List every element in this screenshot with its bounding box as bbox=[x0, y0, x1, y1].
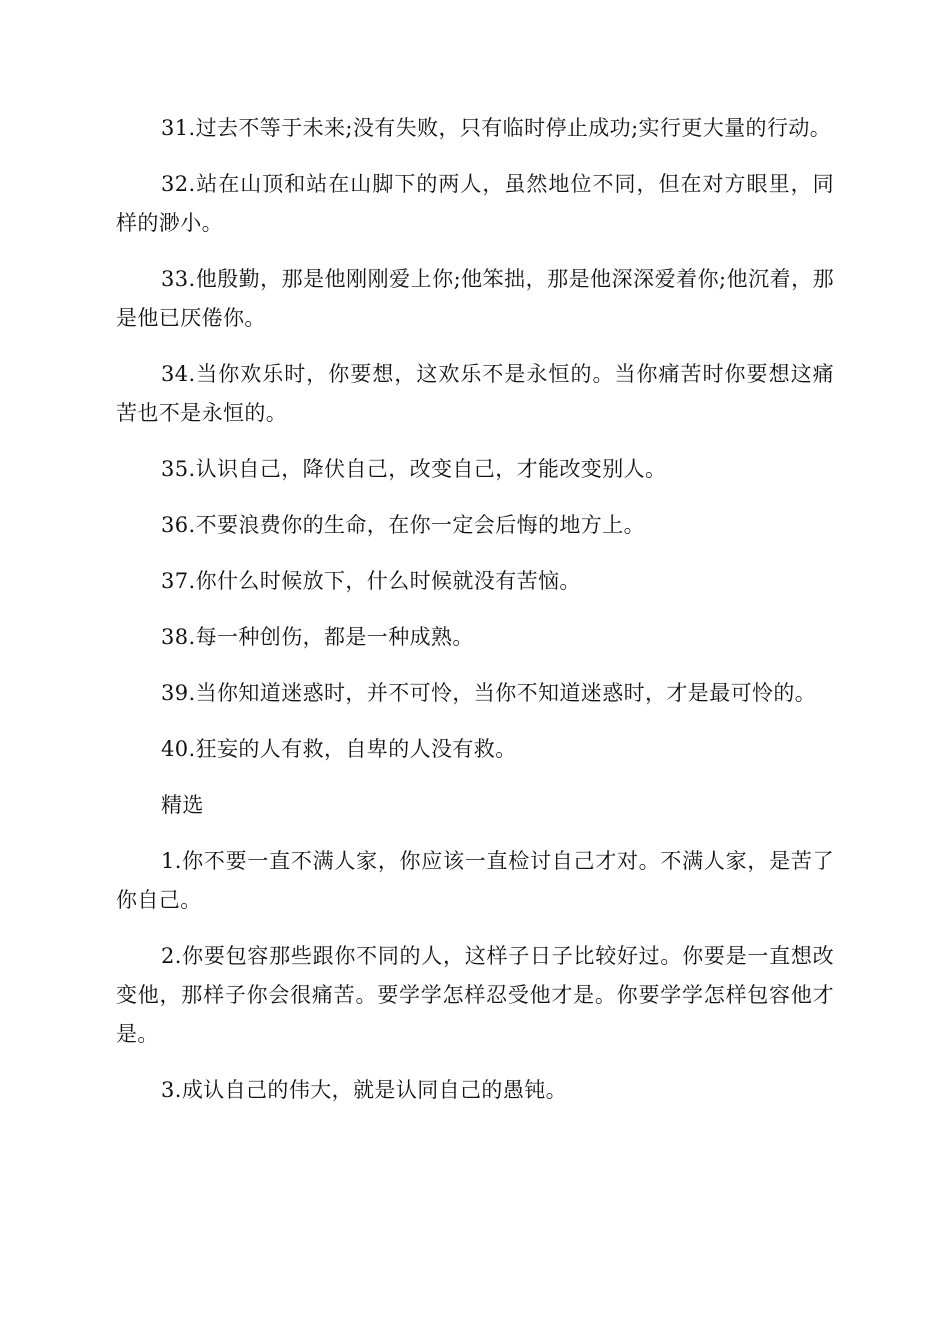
paragraph-31: 31.过去不等于未来;没有失败，只有临时停止成功;实行更大量的行动。 bbox=[161, 116, 832, 140]
paragraph-3: 3.成认自己的伟大，就是认同自己的愚钝。 bbox=[161, 1078, 568, 1102]
paragraph-36: 36.不要浪费你的生命，在你一定会后悔的地方上。 bbox=[161, 513, 645, 537]
paragraph-39: 39.当你知道迷惑时，并不可怜，当你不知道迷惑时，才是最可怜的。 bbox=[161, 681, 817, 705]
paragraph-34: 34.当你欢乐时，你要想，这欢乐不是永恒的。当你痛苦时你要想这痛苦也不是永恒的。 bbox=[116, 362, 834, 425]
paragraph-35: 35.认识自己，降伏自己，改变自己，才能改变别人。 bbox=[161, 457, 667, 481]
paragraph-37: 37.你什么时候放下，什么时候就没有苦恼。 bbox=[161, 569, 581, 593]
document-body bbox=[116, 109, 834, 1127]
paragraph-2: 2.你要包容那些跟你不同的人，这样子日子比较好过。你要是一直想改变他，那样子你会很痛苦。要学学怎样忍受他才是。你要学学怎样包容他才是。 bbox=[116, 944, 834, 1046]
section-heading: 精选 bbox=[161, 793, 204, 817]
paragraph-33: 33.他殷勤，那是他刚刚爱上你;他笨拙，那是他深深爱着你;他沉着，那是他已厌倦你。 bbox=[116, 267, 834, 330]
paragraph-38: 38.每一种创伤，都是一种成熟。 bbox=[161, 625, 474, 649]
paragraph-40: 40.狂妄的人有救，自卑的人没有救。 bbox=[161, 737, 517, 761]
paragraph-1: 1.你不要一直不满人家，你应该一直检讨自己才对。不满人家，是苦了你自己。 bbox=[116, 849, 834, 912]
paragraph-32: 32.站在山顶和站在山脚下的两人，虽然地位不同，但在对方眼里，同样的渺小。 bbox=[116, 172, 834, 235]
